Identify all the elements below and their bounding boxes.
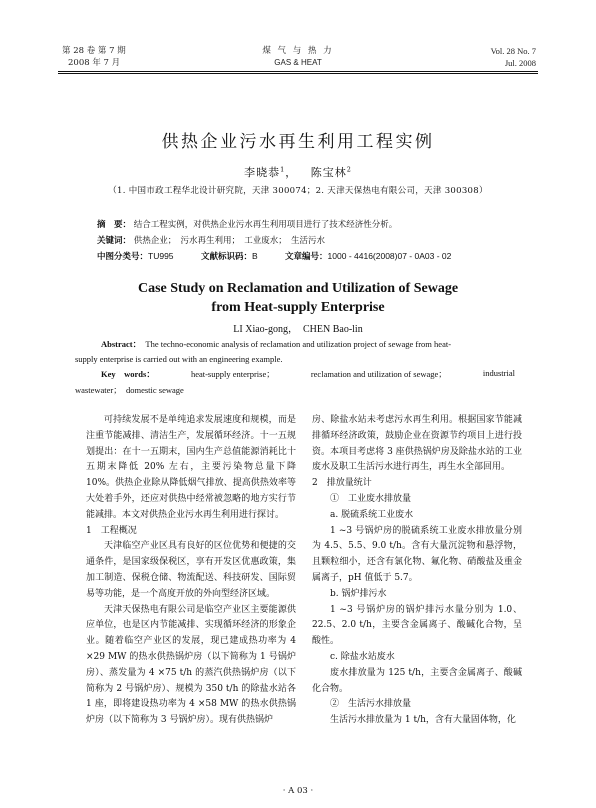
article-title-en-line2: from Heat-supply Enterprise [211, 300, 385, 315]
clc-value: TU995 [148, 251, 174, 261]
article-number-label: 文章编号： [285, 252, 328, 262]
keywords-en [75, 368, 515, 380]
body-right-column [312, 413, 522, 729]
keywords-en-cont: wastewater； domestic sewage [75, 385, 184, 395]
keyword-en-2: reclamation and utilization of sewage； [310, 369, 447, 379]
issue-date: 2008 年 7 月 [68, 58, 121, 68]
article-number-value: 1000 - 4416(2008)07 - 0A03 - 02 [327, 251, 452, 261]
abstract-en-line1: The techno-economic analysis of reclamation and utilization project of sewage from heat- [145, 339, 452, 349]
body-left-column [86, 413, 296, 729]
page-number: · A 03 · [282, 786, 314, 796]
doc-code-value: B [251, 251, 258, 261]
author-1: 李晓恭 [244, 166, 281, 179]
volume-issue: 第 28 卷 第 7 期 [62, 46, 126, 56]
abstract-en-line2: supply enterprise is carried out with an engineering example. [75, 354, 283, 364]
keywords-cn-text: 供热企业； 污水再生利用； 工业废水； 生活污水 [133, 236, 325, 246]
keyword-en-1: heat-supply enterprise； [190, 369, 275, 379]
volume-issue-en: Vol. 28 No. 7 [490, 46, 536, 56]
keywords-cn-label: 关键词： [97, 236, 132, 246]
domestic-text: 生活污水排放量为 1 t/h，含有大量固体物，化 [330, 715, 516, 726]
keywords-en-label: Key words： [101, 369, 155, 379]
author-2: 陈宝林 [310, 166, 347, 179]
classification-line [97, 249, 451, 265]
clc-label: 中图分类号： [97, 252, 149, 262]
authors-cn [0, 164, 596, 180]
journal-name-cn: 煤 气 与 热 力 [262, 46, 334, 56]
author-separator: ， [285, 166, 298, 179]
affiliation-cn: （1. 中国市政工程华北设计研究院，天津 300074；2. 天津天保热电有限公司，天津 300308） [108, 186, 488, 196]
item-c-heading: c. 除盐水站废水 [330, 651, 395, 662]
article-title-cn: 供热企业污水再生利用工程实例 [161, 132, 435, 152]
header-rule-bottom [58, 73, 538, 74]
section-heading-1: 1 工程概况 [86, 525, 137, 536]
author-2-affil: 2 [346, 165, 352, 174]
journal-name-en: GAS & HEAT [274, 58, 322, 67]
project-paragraph-2: 天津天保热电有限公司是临空产业区主要能源供应单位，也是区内节能减排、实现循环经济的形象企业。随着临空产业区的发展，现已建成热功率为 4 ×29 MW 的热水供热锅炉房（以下简称为 1 号锅炉房）、蒸发量为 4 ×75 t/h 的蒸汽供热锅炉房（以下简称为 2 号锅炉房）、规模为 350 t/h 的除盐水站各 1 座，即将建设热功率为 4 ×58 MW 的热水供热锅炉房（以下简称为 3 号锅炉房）。现有供热锅炉 [86, 604, 296, 726]
abstract-cn-label: 摘 要： [97, 220, 132, 230]
item-b-text: 1 ~3 号锅炉房的锅炉排污水量分别为 1.0、22.5、2.0 t/h，主要含金属离子、酸碱化合物，呈酸性。 [312, 604, 522, 647]
item-b-heading: b. 锅炉排污水 [330, 588, 387, 599]
keyword-en-3: industrial [482, 368, 515, 378]
item-c-text: 废水排放量为 125 t/h，主要含金属离子、酸碱化合物。 [312, 667, 522, 694]
abstract-en-label: Abstract： [101, 339, 142, 349]
subheading-industrial: ① 工业废水排放量 [330, 493, 412, 504]
authors-en: LI Xiao-gong， CHEN Bao-lin [233, 324, 363, 335]
item-a-text: 1 ~3 号锅炉房的脱硫系统工业废水排放量分别为 4.5、5.5、9.0 t/h。含有大量沉淀物和悬浮物，且颗粒细小，还含有氯化物、氟化物、硝酸盐及重金属离子，pH 值低于 5.7。 [312, 525, 522, 583]
abstract-cn [97, 218, 397, 233]
issue-date-en: Jul. 2008 [504, 58, 536, 68]
author-1-affil: 1 [280, 165, 286, 174]
abstract-cn-text: 结合工程实例，对供热企业污水再生利用项目进行了技术经济性分析。 [133, 220, 398, 230]
section-heading-2: 2 排放量统计 [312, 478, 372, 489]
article-title-en-line1: Case Study on Reclamation and Utilization of Sewage [137, 281, 459, 296]
abstract-en [75, 337, 515, 367]
project-paragraph-1: 天津临空产业区具有良好的区位优势和便捷的交通条件，是国家级保税区，享有开发区优惠政策，集加工制造、保税仓储、物流配送、科技研发、国际贸易等功能，是一个高度开放的外向型经济区域。 [86, 541, 296, 599]
header-rule-top [58, 71, 538, 72]
continued-paragraph: 房、除盐水站未考虑污水再生利用。根据国家节能减排循环经济政策，鼓励企业在资源节约项目上进行投资。本项目考虑将 3 座供热锅炉房及除盐水站的工业废水及职工生活污水进行再生，再生水全部回用。 [312, 415, 522, 473]
item-a-heading: a. 脱硫系统工业废水 [330, 509, 414, 520]
header-right [491, 45, 536, 69]
intro-paragraph: 可持续发展不是单纯追求发展速度和规模，而是注重节能减排、清洁生产，发展循环经济。十一五规划提出：在十一五期末，国内生产总值能源消耗比十五期末降低 20% 左右，主要污染物总量下降 10%。供热企业除从降低烟气排放、提高供热效率等大处着手外，还应对供热中经常被忽略的地方实行节能减排。本文对供热企业污水再生利用进行探讨。 [86, 415, 296, 520]
doc-code-label: 文献标识码： [200, 252, 252, 262]
keywords-cn [97, 234, 325, 249]
subheading-domestic: ② 生活污水排放量 [330, 699, 412, 710]
